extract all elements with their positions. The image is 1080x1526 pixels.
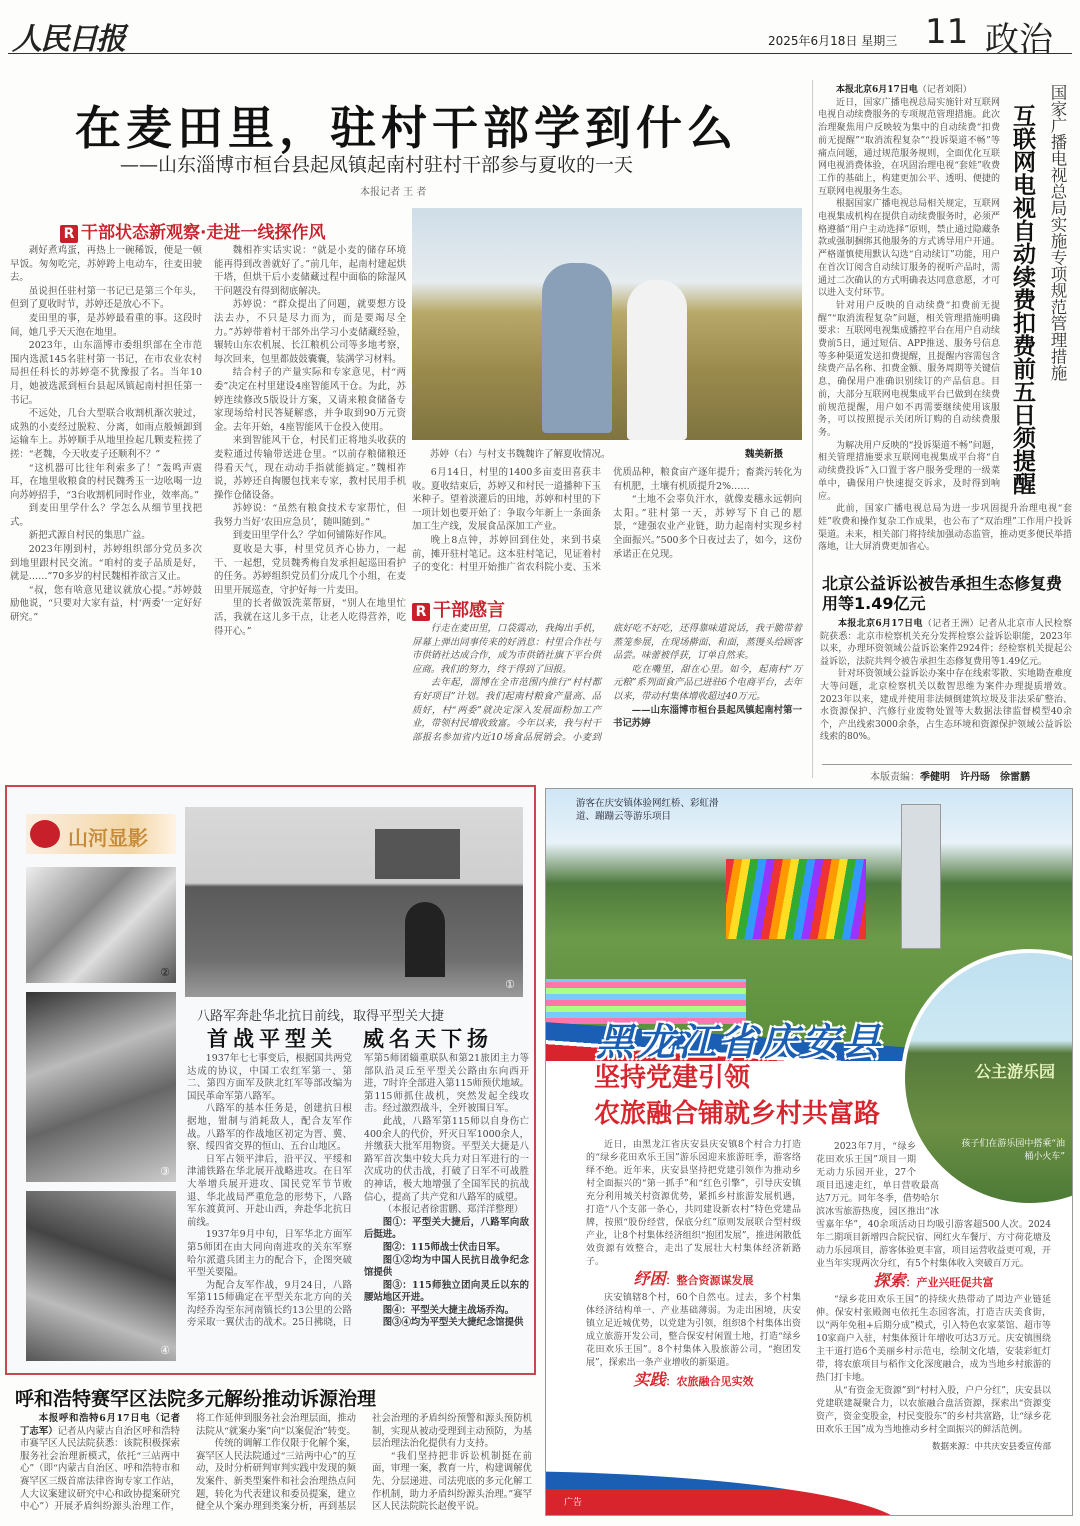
paragraph: 2023年，山东淄博市委组织部在全市范围内选派145名驻村第一书记，在市农业农村局担任科长的苏婷毫不犹豫报了名。当年10月，她被选派到桓台县起凤镇起南村担任第一书记。	[10, 340, 202, 406]
ad-section-3	[816, 1271, 1051, 1291]
history-kicker: 八路军奔赴华北抗日前线，取得平型关大捷	[197, 1009, 445, 1024]
paragraph: 图②：115师战士伏击日军。	[382, 1241, 506, 1253]
paragraph: 里的长者做饭洗菜帮厨，“别人在地里忙活，我就在这儿多干点，让老人吃得营养，吃得开心。”	[214, 598, 406, 637]
remarks-body	[412, 622, 802, 744]
ad-subtitle-1: 坚持党建引领	[594, 1063, 751, 1093]
ad-section-sub: ：整合资源谋发展	[665, 1274, 754, 1287]
history-headline: 首战平型关 威名天下扬	[207, 1027, 493, 1051]
paragraph: 图④：平型关大捷主战场乔沟。	[382, 1304, 515, 1316]
ad-mark: 广告	[564, 1498, 583, 1508]
paragraph: 夏收是大事，村里党员齐心协力，一起干、一起想，党员魏秀梅自发承担起巡田看护的任务。苏婷组织党员们分成几个小组，在麦田里开展巡查，守护好每一片麦田。	[214, 544, 406, 596]
newspaper-logo: 人民日报	[12, 22, 124, 57]
column-divider	[812, 80, 813, 778]
paragraph: 1937年七七事变后，根据国共两党达成的协议，中国工农红军第一、第二、第四方面军及陕北红军等部改编为国民革命军第八路军。	[187, 1053, 352, 1102]
paragraph: 6月14日，村里的1400多亩麦田喜获丰收。夏收结束后，苏婷又和村民一道播种下玉米种子。望着淡灌后的田地，苏婷和村里的下一项计划也要开始了：争取今年新上一条面条加工生产线，发展食品深加工产业。	[412, 467, 601, 533]
paragraph: 苏婷说：“群众提出了问题，就要想方设法去办，不只是尽力而为，而是要竭尽全力。”苏婷带着村干部外出学习小麦储藏经验，辗转山东农机展、长江粮机公司等多地考察，每次回来，包里都鼓鼓囊囊，装满学习材料。	[214, 299, 406, 365]
paragraph: 记者从北京市人民检察院获悉：北京市检察机关充分发挥检察公益诉讼职能，2023年以来，办理环资领域公益诉讼案件2924件；经检察机关提起公益诉讼，法院共判令被告承担生态修复费用等1.49亿元。	[820, 619, 1072, 667]
paragraph: 新把式源自村民的集思广益。	[28, 530, 151, 542]
history-feature-box	[5, 785, 536, 1375]
history-photo-1	[185, 807, 523, 997]
ad-body-right-col	[816, 1141, 1051, 1454]
ad-section-text: 庆安镇辖8个村，60个自然屯。过去，多个村集体经济结构单一、产业基础薄弱。为走出困境，庆安镇立足近城优势，以党建为引领，组织8个村集体出资成立旅游开发公司，整合保安村闲置土地，打造“绿乡花田欢乐王国”。8个村集体入股旅游公司，“抱团发展”，探索出一条产业增收的新渠道。	[586, 1293, 801, 1368]
photo-label: ①	[505, 978, 515, 991]
paragraph: 为配合友军作战，9月24日，八路军第115师确定在平型关东北方向的关沟经乔沟至东河南镇长约13公里的公路旁采取一翼伏击的战术。25日拂晓，日军第5师团辎重联队和第21旅团主力等部队沿灵丘至平型关公路由东向西开进，7时许全部进入第115师预伏地域。第115师抓住战机，突然发起全线攻击。经过激烈战斗，全歼被围日军。	[187, 1053, 529, 1329]
paragraph: 虽说担任驻村第一书记已是第三个年头，但到了夏收时节，苏婷还是放心不下。	[10, 285, 202, 311]
ad-title: 黑龙江省庆安县	[596, 1019, 884, 1064]
masthead	[0, 0, 1080, 58]
beijing-body	[820, 618, 1072, 744]
paragraph: 根据国家广播电视总局相关规定，互联网电视集成机构在提供自动续费服务时，必须严格遵循“用户主动选择”原则，禁止通过隐藏条款或强制捆绑其他服务的方式诱导用户开通。严格谨慎使用默认勾选“自动续订”功能，用户在首次订阅含自动续订服务的视听产品时，需通过二次确认的方式明确表达同意意愿，才可以进入支付环节。	[818, 199, 1000, 299]
side-kicker: 国家广播电视总局实施专项规范管理措施	[1048, 84, 1067, 381]
paragraph: 结合村子的产量实际和专家意见，村“两委”决定在村里建设4座智能风干仓。为此，苏婷连续修改5版设计方案，又请来粮食储备专家现场给村民答疑解惑，并争取到90万元资金。去年开始，4座智能风干仓投入使用。	[214, 367, 406, 433]
lead-subtitle: ——山东淄博市桓台县起凤镇起南村驻村干部参与夏收的一天	[120, 154, 634, 176]
column-label-text: 干部状态新观察·走进一线探作风	[81, 223, 326, 243]
play-tower	[901, 804, 941, 949]
editors-line	[870, 768, 1030, 783]
paragraph: 日军占领平津后，沿平汉、平绥和津浦铁路在华北展开战略进攻。在日军大举增兵展开进攻、国民党军节节败退、华北战局严重危急的形势下，八路军东渡黄河、开赴山西，奔赴华北抗日前线。	[187, 1153, 352, 1228]
paragraph: 图③④均为平型关大捷纪念馆提供	[382, 1317, 524, 1329]
lead-byline: 本报记者 王 者	[360, 187, 427, 198]
lead-photo-credit: 魏美新摄	[745, 449, 784, 460]
ad-section-head: 探索	[873, 1271, 906, 1290]
paragraph: 去年起，淄博在全市范围内推行“村村都有好项目”计划。我们起南村粮食产量高、品质好，村“两委”就决定深入发展面粉加工产业，带领村民增收致富。今年以来，我与村干部报名参加省内近10场食品展销会。小麦到底好吃不好吃，还得靠味道说话，我干脆带着蒸笼参展，在现场擀面、和面，蒸馒头给顾客品尝。味蕾被俘获，订单自然来。	[412, 623, 802, 743]
inset-spacer	[916, 1141, 1051, 1171]
paragraph: 近日，国家广播电视总局实施针对互联网电视自动续费服务的专项规范管理措施。此次治理聚焦用户反映较为集中的自动续费“扣费前无提醒”“取消流程复杂”“投诉渠道不畅”等痛点问题，通过规范服务规则，全面优化互联网电视消费体验，在巩固治理电视“套娃”收费工作的基础上，构建更加公平、透明、便捷的互联网电视服务生态。	[818, 97, 1000, 197]
remarks-label	[412, 596, 505, 622]
editors-names: 季健明 许丹旸 徐雷鹏	[920, 772, 1030, 783]
ad-section-sub: ：农旅融合见实效	[665, 1375, 754, 1388]
paragraph: 为解决用户反映的“投诉渠道不畅”问题，相关管理措施要求互联网电视集成平台将“自动续费投诉”入口置于客户服务受理的一级菜单中，确保用户快速提交诉求，及时得到响应。	[818, 440, 1000, 502]
beijing-reporter: （记者王洲）	[922, 619, 979, 629]
gate-arch	[405, 902, 445, 977]
advertorial	[545, 788, 1073, 1516]
paragraph: 吃在嘴里，甜在心里。如今，起南村“万元粮”系列面食产品已进驻6个电商平台，去年以来，带动村集体增收超过40万元。	[613, 663, 802, 702]
editors-rule	[822, 764, 1072, 765]
section-name: 政治	[985, 20, 1053, 60]
paragraph: 此战，八路军第115师以自身伤亡400余人的代价，歼灭日军1000余人，并缴获大批军用物资。平型关大捷是八路军首次集中较大兵力对日军进行的一次成功的伏击战，打破了日军不可战胜的神话，极大地增强了全国军民的抗战信心，提高了共产党和八路军的威望。	[364, 1115, 529, 1203]
photo-person-man	[542, 263, 612, 433]
paragraph: 此前，国家广播电视总局为进一步巩固提升治理电视“套娃”收费和操作复杂工作成果，也公布了“双治理”工作用户投诉渠道。未来，相关部门将持续加强动态监管，推动更多便民举措落地，让大屏消费更加省心。	[818, 504, 1072, 553]
editors-label: 本版责编：	[870, 772, 920, 783]
paragraph: 晚上8点钟，苏婷回到住处，来到书桌前，摊开驻村笔记。这本驻村笔记，见证着村子的变化：村里开始推广省农科院小麦、玉米优质品种，粮食亩产逐年提升；畜粪污转化为有机肥，土壤有机质提升2%……	[412, 467, 802, 574]
lead-photo	[412, 208, 802, 440]
ad-body-left	[586, 1139, 801, 1393]
court-headline: 呼和浩特赛罕区法院多元解纷推动诉源治理	[15, 1388, 377, 1410]
ad-inset-caption-text: 孩子们在游乐园中搭乘“油桶小火车”	[961, 1139, 1065, 1162]
ad-section-text: “绿乡花田欢乐王国”的持续火热带动了周边产业链延伸。保安村张殿阁屯依托生态园客流，打造吉庆美食街，以“两年免租+后期分成”模式，引入特色农家菜馆、超市等10家商户入驻，村集体预计年增收可达3万元。庆安镇围绕主干道打造6个美丽乡村示范屯，绘制文化墙，安装彩虹灯带，将农旅项目与稻作文化深度融合，成为当地乡村旅游的热门打卡地。	[816, 1295, 1051, 1383]
remarks-signature: ——山东淄博市桓台县起凤镇起南村第一书记苏婷	[613, 704, 802, 730]
paragraph: 魏相祚实话实说：“就是小麦的储存环境能再得到改善就好了。”前几年，起南村建起烘干塔，但烘干后小麦储藏过程中面临的除湿风干问题没有得到彻底解决。	[214, 245, 406, 297]
issue-date: 2025年6月18日 星期三	[768, 34, 898, 48]
paragraph: 图③：115师独立团向灵丘以东的腰站地区开进。	[364, 1279, 529, 1304]
paragraph: 图①②均为中国人民抗日战争纪念馆提供	[364, 1254, 529, 1279]
paragraph: 苏婷说：“虽然有粮食技术专家帮忙，但我努力当好‘农田应急员’，随叫随到。”	[214, 503, 406, 528]
masthead-rule	[8, 53, 1072, 54]
r-badge-icon: R	[60, 225, 78, 243]
ad-section-1	[586, 1269, 801, 1289]
ad-inset-sign: 公主游乐园	[975, 1062, 1056, 1081]
paragraph: 到麦田里学什么？学如何铺陈好作风。	[232, 530, 393, 542]
gate-tower	[375, 829, 460, 879]
court-body	[20, 1413, 532, 1514]
page-number: 11	[925, 12, 969, 52]
court-dateline: 本报呼和浩特6月17日电	[38, 1413, 151, 1424]
paragraph: 不远处，几台大型联合收割机渐次驶过，成熟的小麦经过脱粒、分离，如雨点般倾卸到运输车上。苏婷顺手从地里捡起几颗麦粒搓了搓：“老魏，今天收麦子还顺利不？”	[10, 408, 202, 460]
paragraph: “我们坚持把非诉讼机制挺在前面，审理一案，教育一片，构建调解优先、分层递进、司法兜底的多元化解工作机制，助力矛盾纠纷源头治理。”赛罕区人民法院院长赵俊平说。	[372, 1450, 532, 1513]
side-dateline: 本报北京6月17日电	[836, 85, 918, 95]
side-headline: 互联网电视自动续费扣费前五日须提醒	[1009, 104, 1036, 495]
lead-body	[10, 244, 406, 638]
history-banner	[26, 814, 176, 854]
lead-body-continued	[412, 466, 802, 575]
paragraph: 剥好煮鸡蛋，再热上一碗稀饭，便是一顿早饭。匆匆吃完，苏婷跨上电动车，往麦田驶去。	[10, 245, 202, 284]
ad-section-text: 2023年7月，“绿乡花田欢乐王国”项目一期无动力乐园开业，27个项目迅速走红，单日营收最高达7万元。同年冬季，借势哈尔滨冰雪旅游热度，园区推出“冰雪嘉年华”，40余项活动日均吸引游客超500人次。2024年二期项目新增四合院民宿、网红火车餐厅、方寸荷花塘及动力乐园项目，游客体验更丰富，项目运营收益更可观，开业当年实现两次分红，有5个村集体收入突破百万元。	[816, 1142, 1051, 1269]
column-label	[60, 218, 325, 243]
beijing-dateline: 本报北京6月17日电	[838, 619, 923, 629]
paragraph: 图①：平型关大捷后，八路军向敌后挺进。	[364, 1216, 529, 1241]
paragraph: 麦田里的事，是苏婷最看重的事。这段时间，她几乎天天泡在地里。	[10, 312, 202, 338]
history-body	[187, 1053, 529, 1330]
paragraph: “这机器可比往年利索多了！”轰鸣声震耳，在地里收粮食的村民魏秀玉一边吆喝一边向苏婷招手，“3台收割机同时作业，效率高。”	[10, 462, 202, 501]
history-captions	[364, 1217, 529, 1330]
ad-section-sub: ：产业兴旺促共富	[905, 1276, 994, 1289]
paragraph: 到麦田里学什么？学怎么从细节里找把式。	[10, 503, 202, 528]
paragraph: 针对环资领域公益诉讼办案中存在线索零散、实地勘查难度大等问题，北京检察机关以数智思维为案件办理提质增效。2023年以来，建成并使用非法倾倒建筑垃圾及非法采矿整治、水资源保护、汽修行业废物处置等大数据法律监督模型40余个，产出线索3000余条，占生态环境和资源保护领域公益诉讼线索的80%。	[820, 669, 1073, 743]
court-reporter: （记者丁志军）	[20, 1413, 180, 1437]
paragraph: 2023年刚到村，苏婷组织部分党员多次到地里跟村民交流。“咱村的麦子品质是好，就是……”70多岁的村民魏相祚欲言又止。	[10, 544, 202, 583]
paragraph: 记者从内蒙古自治区呼和浩特市赛罕区人民法院获悉：该院积极探索服务社会治理新模式，依托“三站两中心”（即“内蒙古自治区、呼和浩特市和赛罕区三级首席法律咨询专家工作站，人大议案建议研究中心和政协提案研究中心”）开展矛盾纠纷源头治理工作，将工作延伸到服务社会治理层面，推动法院从“就案办案”向“以案促治”转变。	[20, 1413, 356, 1513]
paragraph: “叔，您有啥意见建议就放心提。”苏婷鼓励他说，“只要对大家有益，村‘两委’一定好好研究。”	[10, 584, 202, 624]
ad-source: 数据来源：中共庆安县委宣传部	[931, 1442, 1051, 1452]
photo-person-woman	[627, 280, 687, 440]
ad-intro: 近日，由黑龙江省庆安县庆安镇8个村合力打造的“绿乡花田欢乐王国”游乐园迎来旅游旺季，游客络绎不绝。近年来，庆安县坚持把党建引领作为推动乡村全面振兴的“第一抓手”和“红色引擎”，引导庆安镇充分利用城关村资源优势，紧抓乡村旅游发展机遇，打造“八个支部一条心，共同建设新农村”特色党建品牌，按照“股份经营，保底分红”原则发展联合型村级产业，让8个村集体经济组织“抱团发展”，推进闲散低效资源有效整合，走出了发展壮大村集体经济新路子。	[586, 1140, 801, 1267]
remarks-label-text: 干部感言	[433, 600, 505, 621]
paragraph: “土地不会辜负汗水，就像麦穗永远朝向太阳。”驻村第一天，苏婷写下自己的愿景，“建强农业产业链，助力起南村实现乡村全面振兴。”500多个日夜过去了，如今，这份承诺正在兑现。	[613, 494, 802, 560]
history-credit: （本报记者徐雷鹏、郑洋洋整理）	[382, 1204, 524, 1216]
paragraph: 针对用户反映的自动续费“扣费前无提醒”“取消流程复杂”问题，相关管理措施明确要求：互联网电视集成播控平台在用户自动续费前5日，通过短信、APP推送、服务号信息等多种渠道发送扣费提醒，且提醒内容需包含续费产品名称、扣费金额、服务周期等关键信息，确保用户准确识别续订的产品信息。目前，大部分互联网电视集成平台已做到在续费前规范提醒，用户如不再需要继续使用该服务，可以按照提示关闭所订购的自动续费服务。	[818, 300, 1000, 438]
ad-section-2	[586, 1370, 801, 1390]
ad-closing: 从“有资金无资源”到“村村入股，户户分红”，庆安县以党建联建凝聚合力，以农旅融合盘活资源，探索出“资源变资产，资金变股金，村民变股东”的乡村共富路，让“绿乡花田欢乐王国”成为当地推动乡村全面振兴的鲜活范例。	[816, 1386, 1051, 1435]
history-photo-2	[26, 867, 176, 983]
inset-spacer	[939, 1171, 1051, 1209]
history-banner-text: 山河显影	[68, 826, 148, 850]
side-reporter: （记者刘阳）	[917, 85, 972, 95]
photo-label: ②	[160, 966, 170, 979]
great-wall-emblem-icon	[30, 820, 60, 848]
history-photo-3	[26, 992, 176, 1182]
ad-subtitle-2: 农旅融合铺就乡村共富路	[594, 1099, 881, 1129]
history-photo-4	[26, 1191, 176, 1361]
paragraph: 来到智能风干仓，村民们正将地头收获的麦粒通过传输带送进仓里。“以前存粮储粮还得看天气，现在动动手指就能搞定。”魏相祚说，苏婷还自掏腰包找来专家，教村民用手机操作仓储设备。	[214, 435, 406, 501]
photo-label: ④	[160, 1344, 170, 1357]
beijing-headline: 北京公益诉讼被告承担生态修复费用等1.49亿元	[822, 574, 1063, 613]
paragraph: 八路军的基本任务是，创建抗日根据地，钳制与消耗敌人，配合友军作战。八路军的作战地区初定为晋、冀、察、绥四省交界的恒山、五台山地区。	[187, 1103, 352, 1153]
lead-headline: 在麦田里，驻村干部学到什么	[75, 101, 738, 155]
photo-label: ③	[160, 1165, 170, 1178]
r-badge-icon: R	[412, 603, 430, 621]
ad-photo-caption: 游客在庆安镇体验网红桥、彩虹滑道、蹦蹦云等游乐项目	[576, 798, 719, 822]
ad-section-head: 实践	[633, 1370, 666, 1389]
paragraph: 传统的调解工作仅限于化解个案，赛罕区人民法院通过“三站两中心”的互动，及时分析研判审判实践中发现的频发案件、新类型案件和社会治理热点问题，转化为代表建议和委员提案，建立健全从个案办理到类案分析，再到基层社会治理的矛盾纠纷预警和源头预防机制，实现从被动受理到主动预防，为基层治理法治化提供有力支持。	[196, 1413, 532, 1513]
rainbow-slide	[726, 859, 866, 939]
lead-photo-caption: 苏婷（右）与村支书魏魏许了解夏收情况。	[430, 449, 611, 460]
ad-section-head: 纾困	[633, 1269, 666, 1288]
paragraph: 1937年9月中旬，日军华北方面军第5师团在由大同向南进攻的关东军察哈尔派遣兵团主力的配合下，企图突破平型关要隘。	[187, 1229, 352, 1279]
paragraph: 行走在麦田里，口袋震动，我掏出手机，屏幕上弹出同事传来的好消息：村里合作社与市供销社达成合作，成为市供销社旗下平台供应商。我们的努力，终于得到了回报。	[412, 623, 601, 675]
